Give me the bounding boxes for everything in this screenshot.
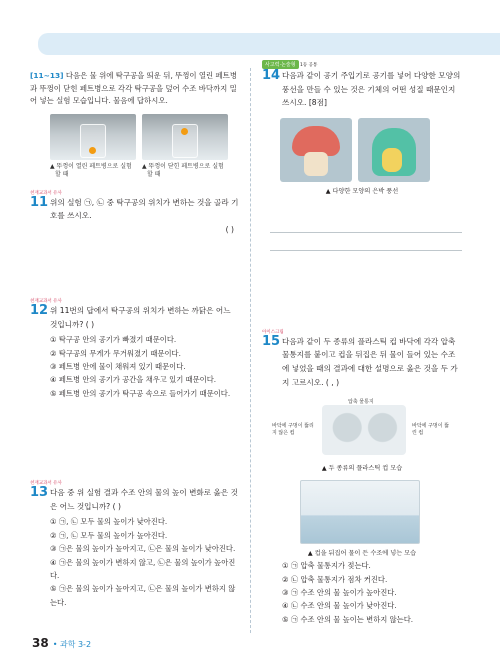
question-12 [30,304,240,331]
answer-blank[interactable]: ( ) [225,224,234,234]
cups-figure [272,399,452,459]
label-no-hole-cup: 바닥에 구멍이 뚫리지 않은 컵 [272,423,314,437]
option[interactable]: ⑤ ㉠ 수조 안의 물 높이는 변하지 않는다. [282,614,414,624]
column-divider [250,68,251,633]
figure-caption: ▲ 두 종류의 플라스틱 컵 모습 [321,465,403,473]
question-text: 다음과 같이 공기 주입기로 공기를 넣어 다양한 모양의 풍선을 만들 수 있는 것은 기체의 어떤 성질 때문인지 쓰시오. [8점] [282,71,461,108]
figure-caption: ▲ 컵을 뒤집어 물이 든 수조에 넣는 모습 [307,550,417,558]
water-tank-image [300,480,420,544]
option[interactable]: ② ㉠, ㉡ 모두 물의 높이가 높아진다. [50,530,168,540]
figure-caption: ▲ 다양한 모양의 은박 풍선 [325,187,399,195]
question-15 [262,335,462,389]
question-number: 11 [30,194,49,210]
question-text: 위 11번의 답에서 탁구공의 위치가 변하는 까닭은 어느 것입니까? ( ) [50,305,231,329]
question-number: 13 [30,485,49,501]
option[interactable]: ⑤ ㉠은 물의 높이가 높아지고, ㉡은 물의 높이가 변하지 않는다. [50,584,236,607]
mushroom-balloon-image [280,118,352,182]
photo-image [142,114,228,160]
experiment-photos [50,114,240,180]
source-tag: 천재교과서 유사 [30,481,62,487]
question-number: 14 [262,68,281,83]
option[interactable]: ① 탁구공 안의 공기가 빠졌기 때문이다. [50,335,177,345]
option[interactable]: ④ ㉠은 물의 높이가 변하지 않고, ㉡은 물의 높이가 높아진다. [50,557,236,580]
option[interactable]: ① ㉠, ㉡ 모두 물의 높이가 낮아진다. [50,517,168,527]
photo-caption: ▲ 뚜껑이 닫힌 페트병으로 실험할 때 [142,162,224,179]
question-text: 위의 실험 ㉠, ㉡ 중 탁구공의 위치가 변하는 것을 골라 기호를 쓰시오. [50,197,239,221]
option[interactable]: ④ 페트병 안의 공기가 공간을 채우고 있기 때문이다. [50,375,217,385]
question-number: 15 [262,333,281,349]
dinosaur-balloon-image [358,118,430,182]
intro-text: [11~13] 다음은 물 위에 탁구공을 띄운 뒤, 뚜껑이 열린 페트병과 뚜껑이 닫힌 페트병으로 각각 탁구공을 덮어 수조 바닥까지 밀어 넣는 실험 모습입니다. 물음에 답하시오. [30,71,237,106]
question-14 [262,69,462,110]
header-band [38,33,500,55]
page-footer [32,636,91,650]
option[interactable]: ② 탁구공의 무게가 무거워졌기 때문이다. [50,348,181,358]
option[interactable]: ③ ㉠ 수조 안의 물 높이가 높아진다. [282,587,397,597]
question-text: 다음과 같이 두 종류의 플라스틱 컵 바닥에 각각 압축 물통지를 붙이고 컵을 뒤집은 뒤 물이 들어 있는 수조에 넣었을 때의 결과에 대한 설명으로 옳은 것을 두 가지 고르시오. ( , ) [282,336,458,387]
question-11 [30,196,240,223]
question-13 [30,486,240,513]
cups-image [322,405,406,455]
label-sponge: 압축 물통지 [348,399,374,406]
question-range: [11~13] [30,71,64,80]
answer-options [50,333,240,400]
balloon-photos [280,118,462,182]
photo-image [50,114,136,160]
source-tag: 천재교과서 유사 [30,190,62,196]
page-number: 38 [32,636,49,650]
option[interactable]: ② ㉡ 압축 물통지가 점차 커진다. [282,574,388,584]
option[interactable]: ④ ㉡ 수조 안의 물 높이가 낮아진다. [282,601,397,611]
option[interactable]: ① ㉠ 압축 물통지가 젖는다. [282,561,371,571]
photo-closed-bottle [142,114,228,180]
subject-label: • 과학 3-2 [52,640,92,649]
type-badge: 사고력·논술형 [262,60,299,69]
source-tag: 1등 공통 [300,63,318,68]
answer-options [282,559,462,626]
answer-lines[interactable] [262,215,462,251]
option[interactable]: ③ 페트병 안에 물이 채워져 있기 때문이다. [50,361,186,371]
option[interactable]: ③ ㉠은 물의 높이가 높아지고, ㉡은 물의 높이가 낮아진다. [50,544,236,554]
question-text: 다음 중 위 실험 결과 수조 안의 물의 높이 변화로 옳은 것은 어느 것입니까? ( ) [50,488,238,511]
source-tag: 천재교과서 유사 [30,298,62,304]
right-column [262,60,462,626]
source-tag: 아이스크림 [262,329,284,335]
photo-caption: ▲ 뚜껑이 열린 페트병으로 실험할 때 [50,162,132,179]
label-hole-cup: 바닥에 구멍이 뚫린 컵 [412,423,449,437]
question-number: 12 [30,302,49,318]
option[interactable]: ⑤ 페트병 안의 공기가 탁구공 속으로 들어가기 때문이다. [50,388,231,398]
photo-open-bottle [50,114,136,180]
answer-options [50,515,240,609]
left-column [30,70,240,609]
